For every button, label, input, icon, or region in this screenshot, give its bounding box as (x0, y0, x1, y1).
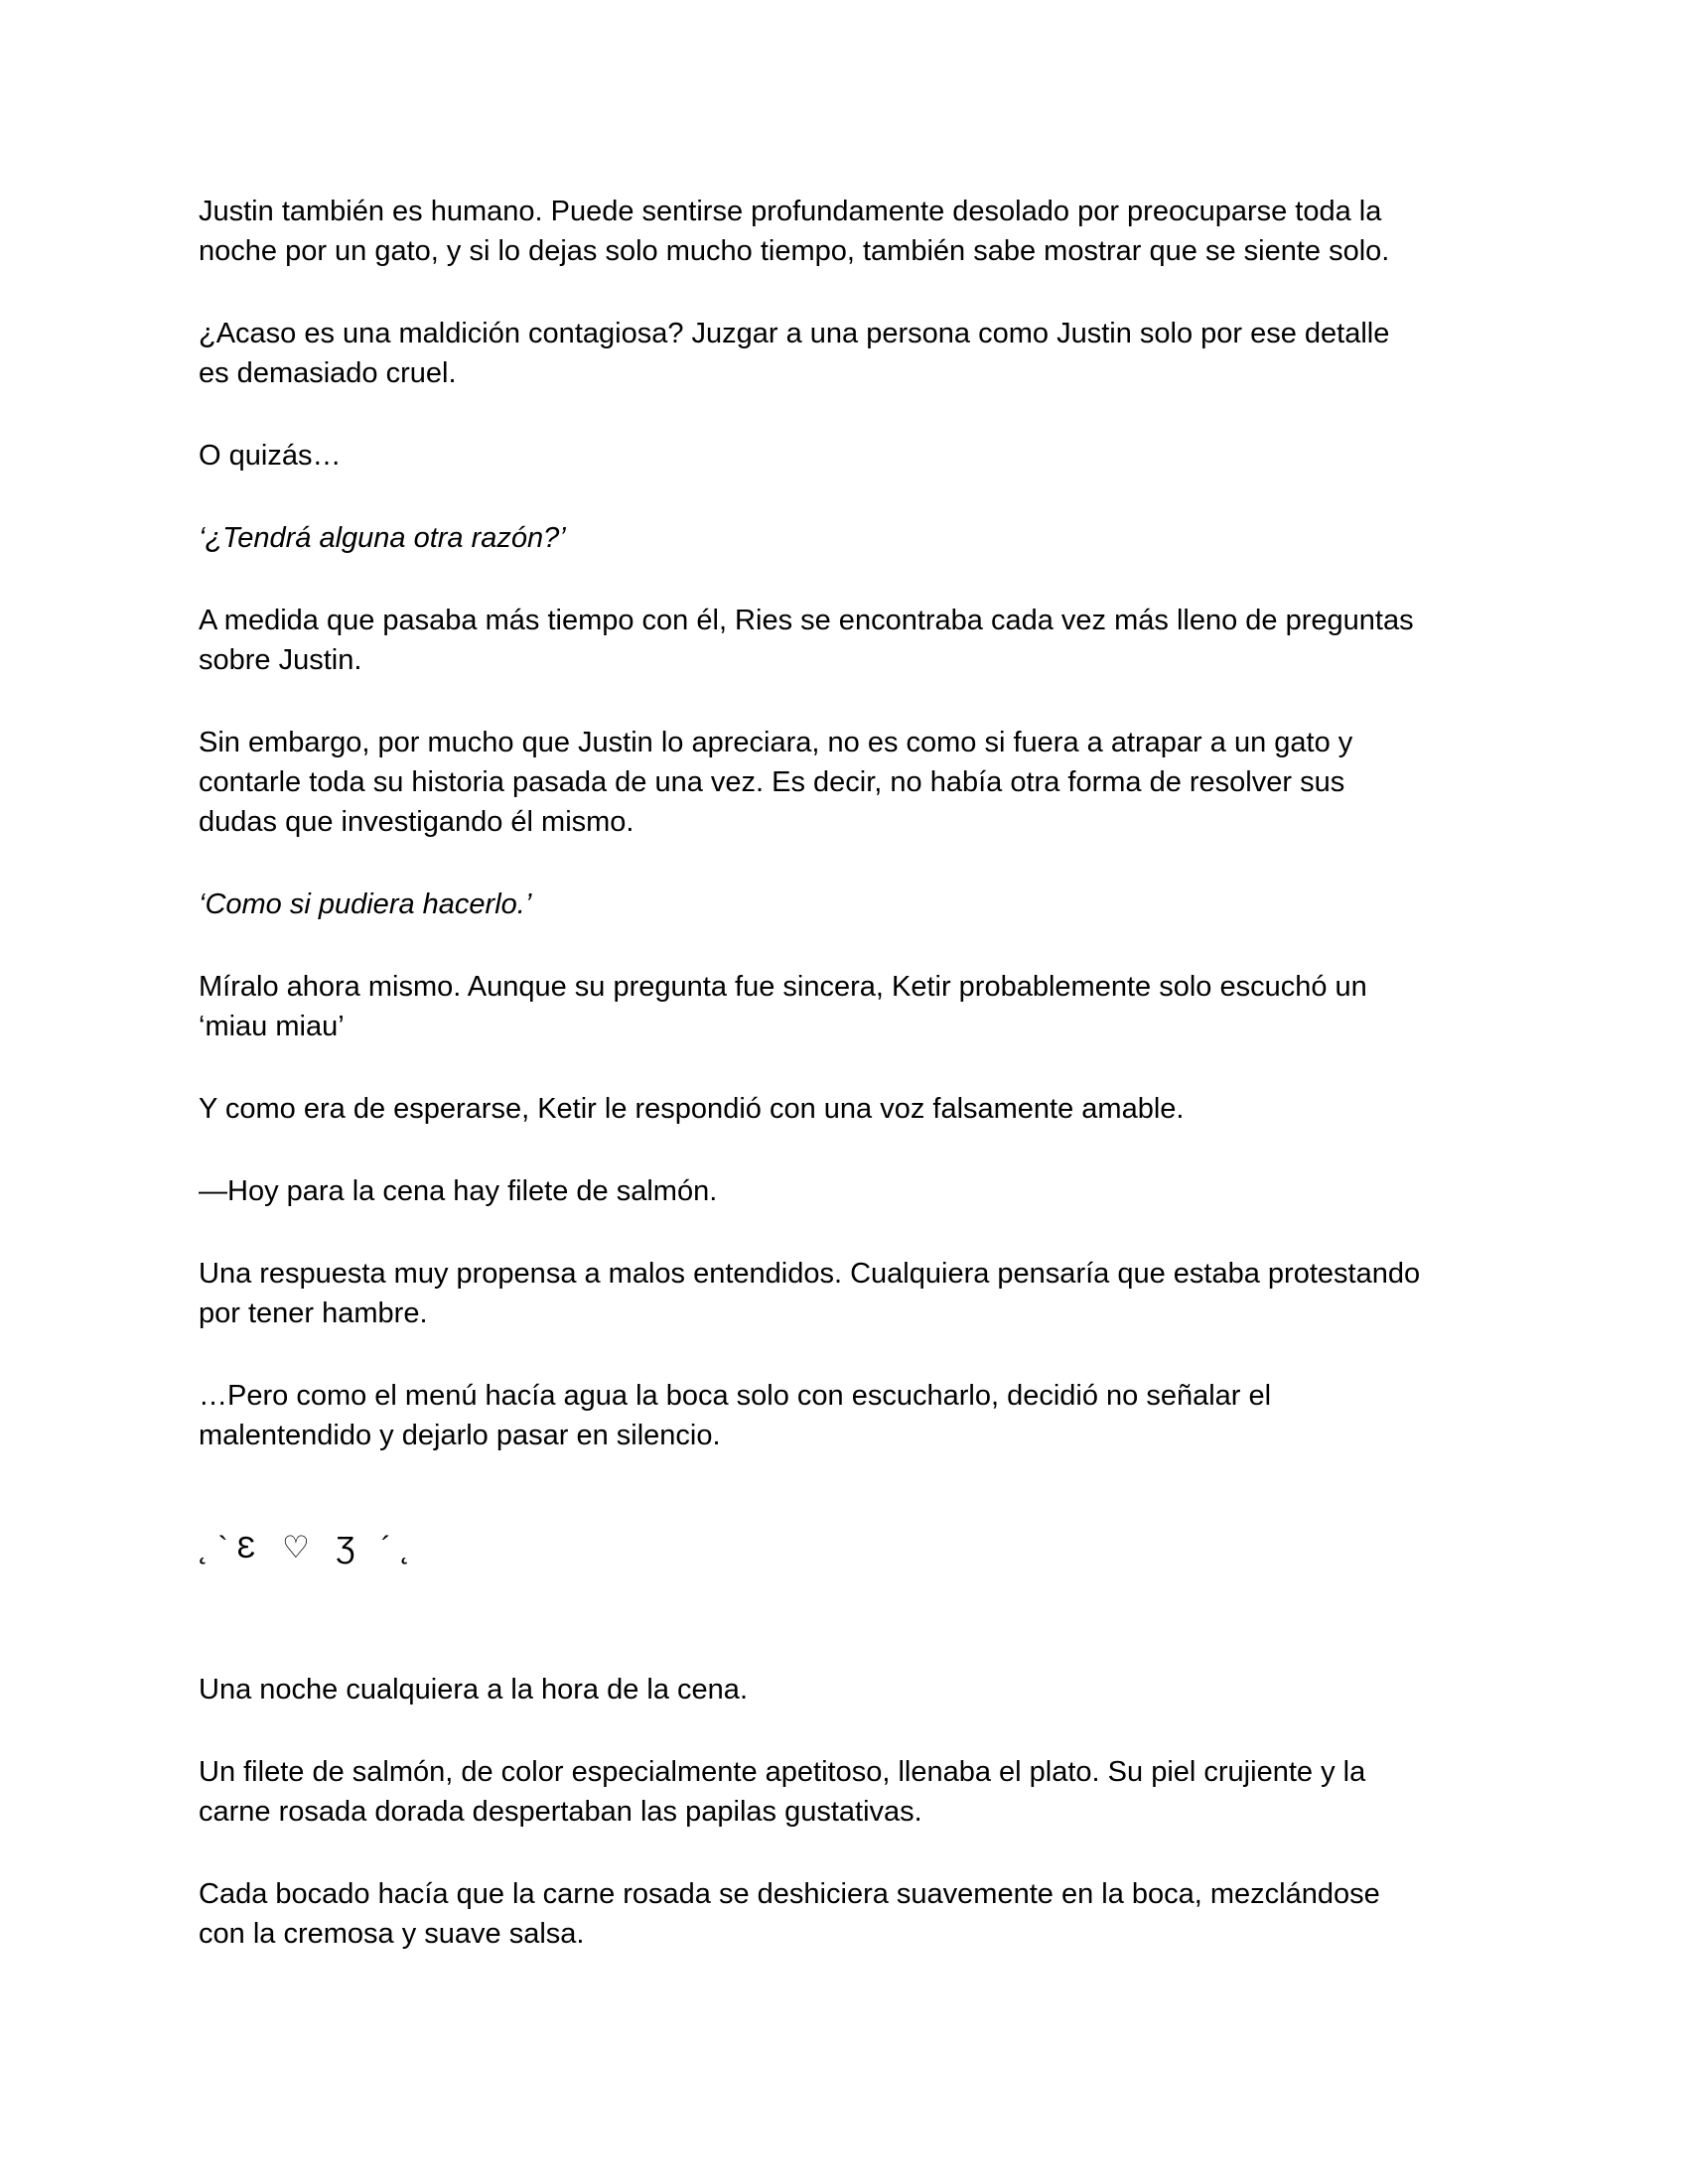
text-line: noche por un gato, y si lo dejas solo mucho tiempo, también sabe mostrar que se siente solo. (199, 235, 1390, 267)
text-line: por tener hambre. (199, 1297, 428, 1329)
paragraph-sin-embargo (199, 723, 1489, 842)
paragraph-un-filete (199, 1752, 1489, 1832)
text-line: ¿Acaso es una maldición contagiosa? Juzgar a una persona como Justin solo por ese detalle (199, 318, 1390, 349)
text-line: A medida que pasaba más tiempo con él, Ries se encontraba cada vez más lleno de preguntas (199, 605, 1414, 636)
paragraph-a-medida (199, 601, 1489, 680)
document-content (199, 192, 1489, 1954)
scene-divider-heart (199, 1525, 1489, 1570)
text-line: Sin embargo, por mucho que Justin lo apreciara, no es como si fuera a atrapar a un gato y (199, 727, 1353, 758)
divider-glyphs: ˛`Ɛ ♡ Ʒ ´˛ (199, 1530, 420, 1565)
text-line: carne rosada dorada despertaban las papilas gustativas. (199, 1796, 922, 1828)
text-line: ‘¿Tendrá alguna otra razón?’ (199, 522, 566, 554)
paragraph-maldicion (199, 314, 1489, 393)
paragraph-miralo (199, 967, 1489, 1046)
paragraph-o-quizas (199, 436, 1489, 476)
paragraph-tendra-otra-razon (199, 518, 1489, 558)
paragraph-como-si-pudiera (199, 885, 1489, 924)
text-line: —Hoy para la cena hay filete de salmón. (199, 1175, 718, 1207)
text-line: sobre Justin. (199, 644, 362, 676)
text-line: dudas que investigando él mismo. (199, 806, 634, 838)
paragraph-justin-humano (199, 192, 1489, 271)
text-line: O quizás… (199, 440, 342, 472)
text-line: es demasiado cruel. (199, 357, 457, 389)
paragraph-cada-bocado (199, 1874, 1489, 1954)
paragraph-una-respuesta (199, 1254, 1489, 1333)
text-line: ‘Como si pudiera hacerlo.’ (199, 888, 532, 920)
text-line: Y como era de esperarse, Ketir le respondió con una voz falsamente amable. (199, 1093, 1185, 1125)
text-line: Justin también es humano. Puede sentirse profundamente desolado por preocuparse toda la (199, 196, 1382, 227)
paragraph-dialogo-cena (199, 1171, 1489, 1211)
text-line: …Pero como el menú hacía agua la boca solo con escucharlo, decidió no señalar el (199, 1380, 1272, 1412)
paragraph-una-noche (199, 1670, 1489, 1709)
text-line: contarle toda su historia pasada de una vez. Es decir, no había otra forma de resolver sus (199, 766, 1345, 798)
text-line: ‘miau miau’ (199, 1011, 345, 1042)
paragraph-y-como-era (199, 1089, 1489, 1129)
text-line: Una noche cualquiera a la hora de la cena. (199, 1674, 748, 1706)
paragraph-pero-como-el-menu (199, 1376, 1489, 1455)
text-line: Cada bocado hacía que la carne rosada se deshiciera suavemente en la boca, mezclándose (199, 1878, 1380, 1910)
text-line: Una respuesta muy propensa a malos entendidos. Cualquiera pensaría que estaba protestando (199, 1258, 1421, 1290)
text-line: Míralo ahora mismo. Aunque su pregunta fue sincera, Ketir probablemente solo escuchó un (199, 971, 1367, 1003)
text-line: Un filete de salmón, de color especialmente apetitoso, llenaba el plato. Su piel crujiente y la (199, 1756, 1366, 1788)
text-line: malentendido y dejarlo pasar en silencio. (199, 1420, 721, 1451)
text-line: con la cremosa y suave salsa. (199, 1918, 585, 1950)
